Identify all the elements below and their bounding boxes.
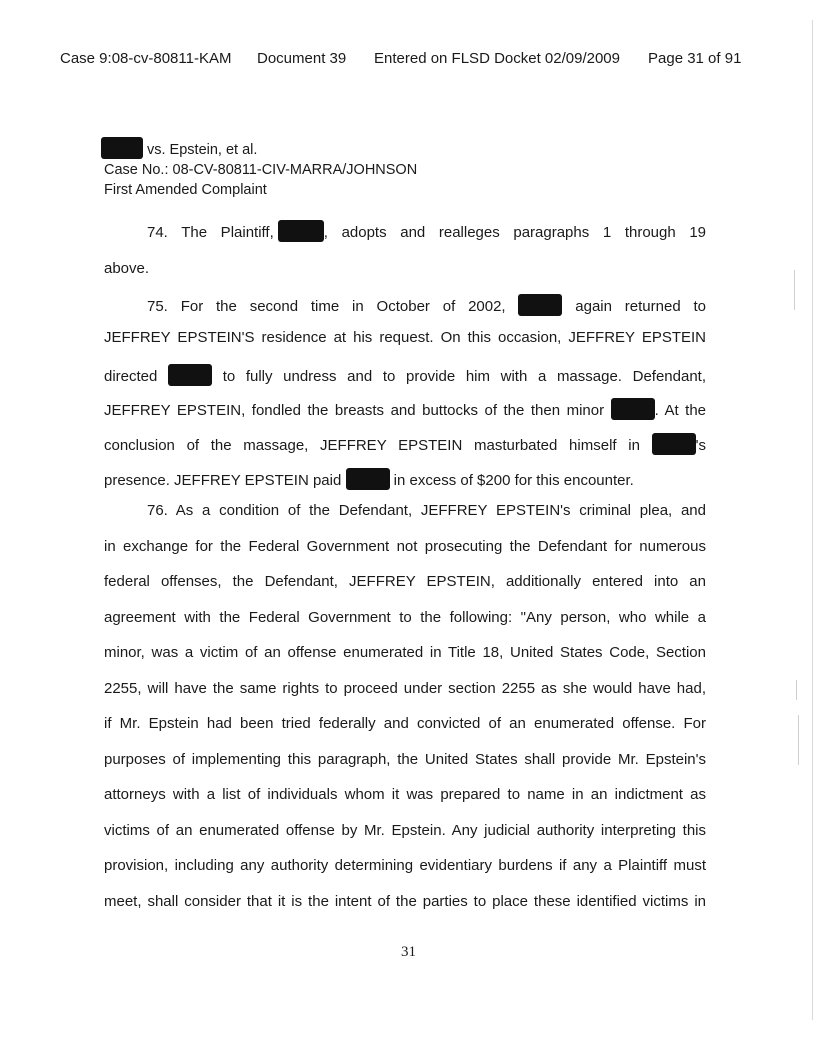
paragraph-76-line-3: federal offenses, the Defendant, JEFFREY EPSTEIN, additionally entered into an bbox=[104, 573, 706, 590]
paragraph-76-line-1: 76. As a condition of the Defendant, JEFFREY EPSTEIN's criminal plea, and bbox=[147, 502, 706, 519]
paragraph-number: 76. bbox=[147, 502, 168, 519]
case-number-header: Case 9:08-cv-80811-KAM bbox=[60, 50, 232, 67]
redaction-box bbox=[101, 137, 143, 159]
paragraph-74-line-1: 74. The Plaintiff, , adopts and realleges paragraphs 1 through 19 bbox=[104, 220, 706, 242]
docket-entry: Entered on FLSD Docket 02/09/2009 bbox=[374, 50, 620, 67]
page-number: 31 bbox=[401, 944, 416, 960]
paragraph-74-line-2: above. bbox=[104, 260, 150, 277]
paragraph-76-line-9: attorneys with a list of individuals whom it was prepared to name in an indictment as bbox=[104, 786, 706, 803]
redaction-box bbox=[346, 468, 390, 490]
paragraph-76-line-7: if Mr. Epstein had been tried federally and convicted of an enumerated offense. For bbox=[104, 715, 706, 732]
paragraph-75-line-1: 75. For the second time in October of 2002, again returned to bbox=[104, 294, 706, 316]
page-count: Page 31 of 91 bbox=[648, 50, 742, 67]
paragraph-76-line-5: minor, was a victim of an offense enumerated in Title 18, United States Code, Section bbox=[104, 644, 706, 661]
caption-parties: vs. Epstein, et al. bbox=[147, 142, 258, 158]
paragraph-76-line-12: meet, shall consider that it is the intent of the parties to place these identified victims in bbox=[104, 893, 706, 910]
scan-artifact bbox=[794, 270, 795, 310]
document-number: Document 39 bbox=[257, 50, 347, 67]
paragraph-75-line-3: directed to fully undress and to provide him with a massage. Defendant, bbox=[104, 364, 706, 386]
scan-edge bbox=[812, 20, 813, 1020]
redaction-box bbox=[652, 433, 696, 455]
paragraph-76-line-2: in exchange for the Federal Government not prosecuting the Defendant for numerous bbox=[104, 538, 706, 555]
caption-case-number: Case No.: 08-CV-80811-CIV-MARRA/JOHNSON bbox=[104, 162, 418, 178]
paragraph-76-line-8: purposes of implementing this paragraph, the United States shall provide Mr. Epstein's bbox=[104, 751, 706, 768]
paragraph-75-line-4: JEFFREY EPSTEIN, fondled the breasts and buttocks of the then minor . At the bbox=[104, 398, 706, 420]
paragraph-76-line-6: 2255, will have the same rights to proceed under section 2255 as she would have had, bbox=[104, 680, 706, 697]
paragraph-76-line-10: victims of an enumerated offense by Mr. Epstein. Any judicial authority interpreting this bbox=[104, 822, 706, 839]
case-caption bbox=[104, 137, 417, 200]
scan-artifact bbox=[798, 715, 799, 765]
redaction-box bbox=[168, 364, 212, 386]
paragraph-75-line-5: conclusion of the massage, JEFFREY EPSTEIN masturbated himself in 's bbox=[104, 433, 706, 455]
scan-artifact bbox=[796, 680, 797, 700]
redaction-box bbox=[278, 220, 324, 242]
paragraph-75-line-6: presence. JEFFREY EPSTEIN paid in excess of $200 for this encounter. bbox=[104, 468, 706, 490]
paragraph-number: 74. bbox=[147, 224, 168, 241]
redaction-box bbox=[518, 294, 562, 316]
redaction-box bbox=[611, 398, 655, 420]
paragraph-76-line-4: agreement with the Federal Government to the following: "Any person, who while a bbox=[104, 609, 706, 626]
paragraph-number: 75. bbox=[147, 298, 168, 315]
caption-document-title: First Amended Complaint bbox=[104, 182, 267, 198]
paragraph-76-line-11: provision, including any authority determining evidentiary burdens if any a Plaintiff must bbox=[104, 857, 706, 874]
paragraph-75-line-2: JEFFREY EPSTEIN'S residence at his request. On this occasion, JEFFREY EPSTEIN bbox=[104, 329, 706, 346]
